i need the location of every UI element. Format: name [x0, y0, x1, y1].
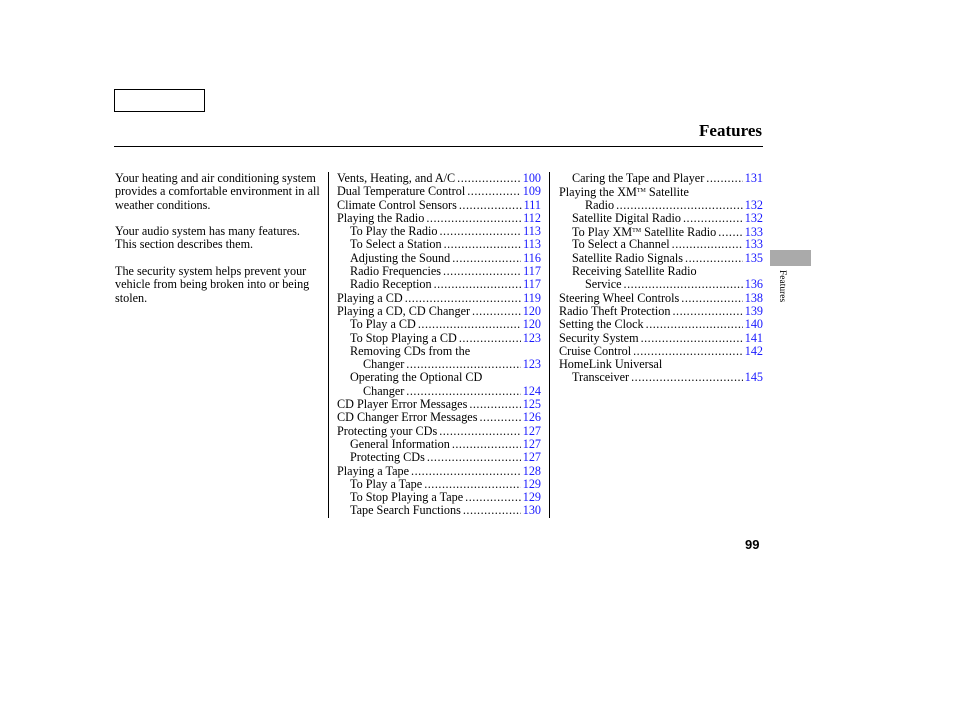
toc-entry-label-text: To Play the Radio: [350, 224, 438, 239]
toc-page-link[interactable]: 135: [744, 250, 763, 265]
toc-entry-label-text: Removing CDs from the: [350, 343, 471, 358]
toc-page-link[interactable]: 131: [744, 171, 763, 185]
toc-entry-label-text: To Stop Playing a Tape: [350, 490, 464, 505]
toc-entry-label: [559, 305, 670, 318]
toc-entry-label: [337, 425, 437, 438]
toc-page-link[interactable]: 139: [744, 303, 763, 318]
toc-page-link[interactable]: 132: [744, 210, 763, 225]
toc-entry-label: [572, 212, 681, 225]
toc-entry[interactable]: [559, 318, 763, 331]
toc-entry-label: [337, 185, 465, 198]
toc-entry-label-text: Satellite Digital Radio: [572, 210, 681, 225]
toc-entry-label: [350, 371, 482, 384]
toc-entry-label-text: Vents, Heating, and A/C: [337, 171, 456, 185]
toc-entry-label-suffix: Satellite: [645, 185, 689, 200]
dot-leader: [631, 371, 743, 384]
toc-page-link[interactable]: 120: [522, 303, 541, 318]
dot-leader: [633, 345, 743, 358]
toc-entry-label-text: Radio: [585, 197, 615, 212]
dot-leader: [434, 278, 522, 291]
toc-entry-label: [350, 252, 450, 265]
toc-entry[interactable]: [559, 238, 763, 251]
column-divider-right: [549, 172, 550, 518]
toc-entry-label-text: Tape Search Functions: [350, 503, 461, 518]
toc-page-link[interactable]: 133: [744, 237, 763, 252]
toc-entry: [559, 185, 763, 198]
toc-entry-label-text: Playing the Radio: [337, 210, 425, 225]
toc-entry-label: [350, 332, 457, 345]
dot-leader: [683, 212, 743, 225]
toc-page-link[interactable]: 128: [522, 463, 541, 478]
toc-column-2: [559, 172, 763, 385]
toc-entry[interactable]: [559, 345, 763, 358]
intro-paragraph-audio: Your audio system has many features. This section describes them.: [115, 224, 300, 252]
toc-entry[interactable]: [337, 252, 541, 265]
toc-entry: [337, 345, 541, 358]
toc-entry[interactable]: [337, 491, 541, 504]
dot-leader: [685, 252, 743, 265]
toc-entry[interactable]: [337, 172, 541, 185]
toc-entry-label: [350, 318, 416, 331]
toc-entry[interactable]: [559, 292, 763, 305]
toc-entry-label-text: To Select a Station: [350, 237, 442, 252]
toc-page-link[interactable]: 145: [744, 370, 763, 385]
dot-leader: [706, 172, 742, 185]
dot-leader: [440, 225, 522, 238]
toc-entry-label-text: Caring the Tape and Player: [572, 171, 705, 185]
toc-entry-label-text: To Select a Channel: [572, 237, 670, 252]
toc-entry[interactable]: [559, 172, 763, 185]
toc-entry-label-text: Protecting CDs: [350, 450, 425, 465]
dot-leader: [624, 278, 743, 291]
toc-page-link[interactable]: 132: [744, 197, 763, 212]
toc-entry[interactable]: [559, 305, 763, 318]
toc-page-link[interactable]: 109: [522, 184, 541, 199]
dot-leader: [467, 185, 521, 198]
toc-page-link[interactable]: 142: [744, 343, 763, 358]
dot-leader: [681, 292, 742, 305]
toc-entry[interactable]: [337, 318, 541, 331]
toc-entry[interactable]: [337, 465, 541, 478]
toc-entry[interactable]: [337, 292, 541, 305]
toc-entry-label-text: To Play XM: [572, 225, 633, 240]
toc-entry-label-text: Playing the XM: [559, 185, 637, 200]
toc-entry-label-text: Radio Reception: [350, 277, 432, 292]
dot-leader: [463, 504, 521, 517]
toc-entry-label-text: Climate Control Sensors: [337, 197, 457, 212]
toc-entry[interactable]: [337, 438, 541, 451]
section-side-label: Features: [777, 270, 787, 303]
dot-leader: [406, 385, 520, 398]
dot-leader: [411, 465, 521, 478]
toc-entry-label: [559, 292, 679, 305]
dot-leader: [418, 318, 521, 331]
toc-entry-label: [559, 332, 639, 345]
section-tab[interactable]: [770, 250, 811, 266]
intro-text: [115, 172, 320, 318]
toc-entry: [337, 371, 541, 384]
toc-entry[interactable]: [337, 212, 541, 225]
toc-entry[interactable]: [337, 504, 541, 517]
toc-entry-label-text: Setting the Clock: [559, 317, 644, 332]
toc-entry-label: [350, 478, 422, 491]
toc-entry-label-text: HomeLink Universal: [559, 357, 663, 372]
toc-entry-label-text: To Stop Playing a CD: [350, 330, 457, 345]
toc-entry[interactable]: [559, 332, 763, 345]
toc-entry[interactable]: [559, 371, 763, 384]
toc-entry[interactable]: [337, 265, 541, 278]
toc-page-link[interactable]: 138: [744, 290, 763, 305]
trademark-mark: TM: [632, 228, 642, 235]
toc-entry-label: [572, 172, 704, 185]
toc-entry[interactable]: [337, 451, 541, 464]
toc-entry-label: [337, 305, 470, 318]
dot-leader: [457, 172, 521, 185]
dot-leader: [718, 226, 742, 239]
title-rule: [114, 146, 763, 147]
toc-entry-label: [337, 212, 424, 225]
toc-entry-label-text: Dual Temperature Control: [337, 184, 466, 199]
toc-entry-label: [350, 491, 463, 504]
toc-page-link[interactable]: 129: [522, 476, 541, 491]
toc-page-link[interactable]: 124: [522, 383, 541, 398]
toc-entry-label-text: Receiving Satellite Radio: [572, 264, 697, 279]
dot-leader: [672, 238, 743, 251]
column-divider-left: [328, 172, 329, 518]
toc-page-link[interactable]: 129: [522, 490, 541, 505]
toc-entry-label: [337, 199, 457, 212]
dot-leader: [424, 478, 521, 491]
page-title: Features: [699, 121, 762, 140]
toc-entry[interactable]: [337, 199, 541, 212]
toc-column-1: [337, 172, 541, 518]
toc-page-link[interactable]: 117: [523, 277, 541, 292]
dot-leader: [469, 398, 520, 411]
toc-entry-label-text: Playing a CD, CD Changer: [337, 303, 471, 318]
toc-entry-label: [572, 371, 629, 384]
dot-leader: [616, 199, 743, 212]
toc-entry-label-text: CD Player Error Messages: [337, 397, 468, 412]
toc-page-link[interactable]: 123: [522, 330, 541, 345]
toc-entry[interactable]: [559, 278, 763, 291]
toc-entry-label: [350, 265, 441, 278]
toc-entry-label-text: Adjusting the Sound: [350, 250, 451, 265]
toc-entry-label-text: CD Changer Error Messages: [337, 410, 478, 425]
toc-page-link[interactable]: 140: [744, 317, 763, 332]
toc-entry-label: [572, 252, 683, 265]
dot-leader: [426, 212, 521, 225]
toc-entry-label: [350, 278, 432, 291]
toc-entry-label: [585, 278, 622, 291]
toc-entry-label: [350, 451, 425, 464]
toc-page-link[interactable]: 119: [523, 290, 541, 305]
toc-page-link[interactable]: 116: [523, 250, 541, 265]
dot-leader: [479, 411, 520, 424]
intro-paragraph-security: The security system helps prevent your vehicle from being broken into or being stolen.: [115, 264, 310, 305]
toc-entry-label: [350, 225, 438, 238]
toc-entry-label-text: Cruise Control: [559, 343, 632, 358]
toc-page-link[interactable]: 111: [523, 197, 541, 212]
toc-entry-label-text: Satellite Radio Signals: [572, 250, 684, 265]
toc-page-link[interactable]: 127: [522, 436, 541, 451]
toc-entry-label-text: Radio Frequencies: [350, 264, 442, 279]
toc-entry[interactable]: [559, 199, 763, 212]
toc-entry: [559, 265, 763, 278]
toc-entry-label: [350, 238, 442, 251]
toc-entry[interactable]: [337, 358, 541, 371]
toc-entry-label-text: Playing a Tape: [337, 463, 410, 478]
toc-entry-label: [572, 238, 670, 251]
toc-entry-label-text: Changer: [363, 383, 405, 398]
toc-entry-label-text: Service: [585, 277, 622, 292]
toc-page-link[interactable]: 126: [522, 410, 541, 425]
toc-entry[interactable]: [337, 411, 541, 424]
dot-leader: [472, 305, 521, 318]
toc-entry-label-text: Operating the Optional CD: [350, 370, 483, 385]
toc-entry-label: [559, 358, 662, 371]
toc-entry[interactable]: [337, 398, 541, 411]
dot-leader: [452, 252, 521, 265]
toc-entry[interactable]: [559, 212, 763, 225]
toc-entry: [559, 358, 763, 371]
toc-entry-label-text: Radio Theft Protection: [559, 303, 671, 318]
toc-entry-label: [337, 398, 467, 411]
toc-entry-label-text: Steering Wheel Controls: [559, 290, 680, 305]
toc-page-link[interactable]: 113: [523, 237, 541, 252]
toc-entry-label: [350, 438, 450, 451]
dot-leader: [672, 305, 742, 318]
toc-entry[interactable]: [337, 332, 541, 345]
toc-entry-label: [350, 345, 470, 358]
toc-entry-label: [572, 265, 697, 278]
toc-entry[interactable]: [337, 385, 541, 398]
toc-entry-label-text: General Information: [350, 436, 450, 451]
toc-entry[interactable]: [337, 305, 541, 318]
dot-leader: [444, 238, 522, 251]
dot-leader: [452, 438, 521, 451]
dot-leader: [465, 491, 521, 504]
toc-entry[interactable]: [559, 252, 763, 265]
toc-page-link[interactable]: 113: [523, 224, 541, 239]
dot-leader: [406, 358, 520, 371]
toc-entry-label-text: To Play a CD: [350, 317, 416, 332]
toc-entry-label: [363, 358, 404, 371]
toc-entry[interactable]: [337, 278, 541, 291]
toc-entry-label: [337, 465, 409, 478]
dot-leader: [646, 318, 743, 331]
page-number: 99: [745, 537, 760, 552]
toc-entry-label: [363, 385, 404, 398]
toc-entry-label-text: Transceiver: [572, 370, 630, 385]
toc-entry-label-text: Changer: [363, 357, 405, 372]
toc-page-link[interactable]: 123: [522, 357, 541, 372]
toc-page-link[interactable]: 127: [522, 450, 541, 465]
toc-page-link[interactable]: 136: [744, 277, 763, 292]
toc-entry[interactable]: [337, 425, 541, 438]
toc-entry[interactable]: [337, 185, 541, 198]
dot-leader: [427, 451, 521, 464]
toc-entry-label: [350, 504, 461, 517]
toc-page-link[interactable]: 130: [522, 503, 541, 518]
toc-entry-label: [337, 411, 477, 424]
dot-leader: [459, 199, 522, 212]
toc-page-link[interactable]: 100: [522, 171, 541, 185]
toc-entry-label: [337, 172, 455, 185]
toc-page-link[interactable]: 141: [744, 330, 763, 345]
intro-paragraph-heating: Your heating and air conditioning system provides a comfortable environment in all weather conditions.: [115, 171, 320, 212]
toc-page-link[interactable]: 117: [523, 264, 541, 279]
dot-leader: [443, 265, 521, 278]
toc-entry-label: [337, 292, 403, 305]
toc-entry-label-text: Playing a CD: [337, 290, 403, 305]
dot-leader: [405, 292, 521, 305]
toc-page-link[interactable]: 133: [744, 225, 763, 240]
toc-entry[interactable]: [337, 478, 541, 491]
toc-entry[interactable]: [337, 225, 541, 238]
toc-entry-label-text: Security System: [559, 330, 639, 345]
toc-entry-label-text: To Play a Tape: [350, 476, 423, 491]
dot-leader: [439, 425, 521, 438]
toc-entry-label: [559, 345, 631, 358]
main-menu-box[interactable]: [114, 89, 205, 112]
trademark-mark: TM: [636, 188, 646, 195]
dot-leader: [459, 332, 521, 345]
toc-page-link[interactable]: 112: [523, 210, 541, 225]
toc-entry[interactable]: [337, 238, 541, 251]
toc-page-link[interactable]: 127: [522, 423, 541, 438]
toc-entry-label-suffix: Satellite Radio: [641, 225, 717, 240]
toc-entry-label: [559, 318, 644, 331]
toc-page-link[interactable]: 120: [522, 317, 541, 332]
toc-entry-label-text: Protecting your CDs: [337, 423, 438, 438]
dot-leader: [641, 332, 743, 345]
toc-entry[interactable]: [559, 225, 763, 238]
toc-page-link[interactable]: 125: [522, 397, 541, 412]
toc-entry-label: [559, 185, 689, 199]
toc-entry-label: [585, 199, 614, 212]
